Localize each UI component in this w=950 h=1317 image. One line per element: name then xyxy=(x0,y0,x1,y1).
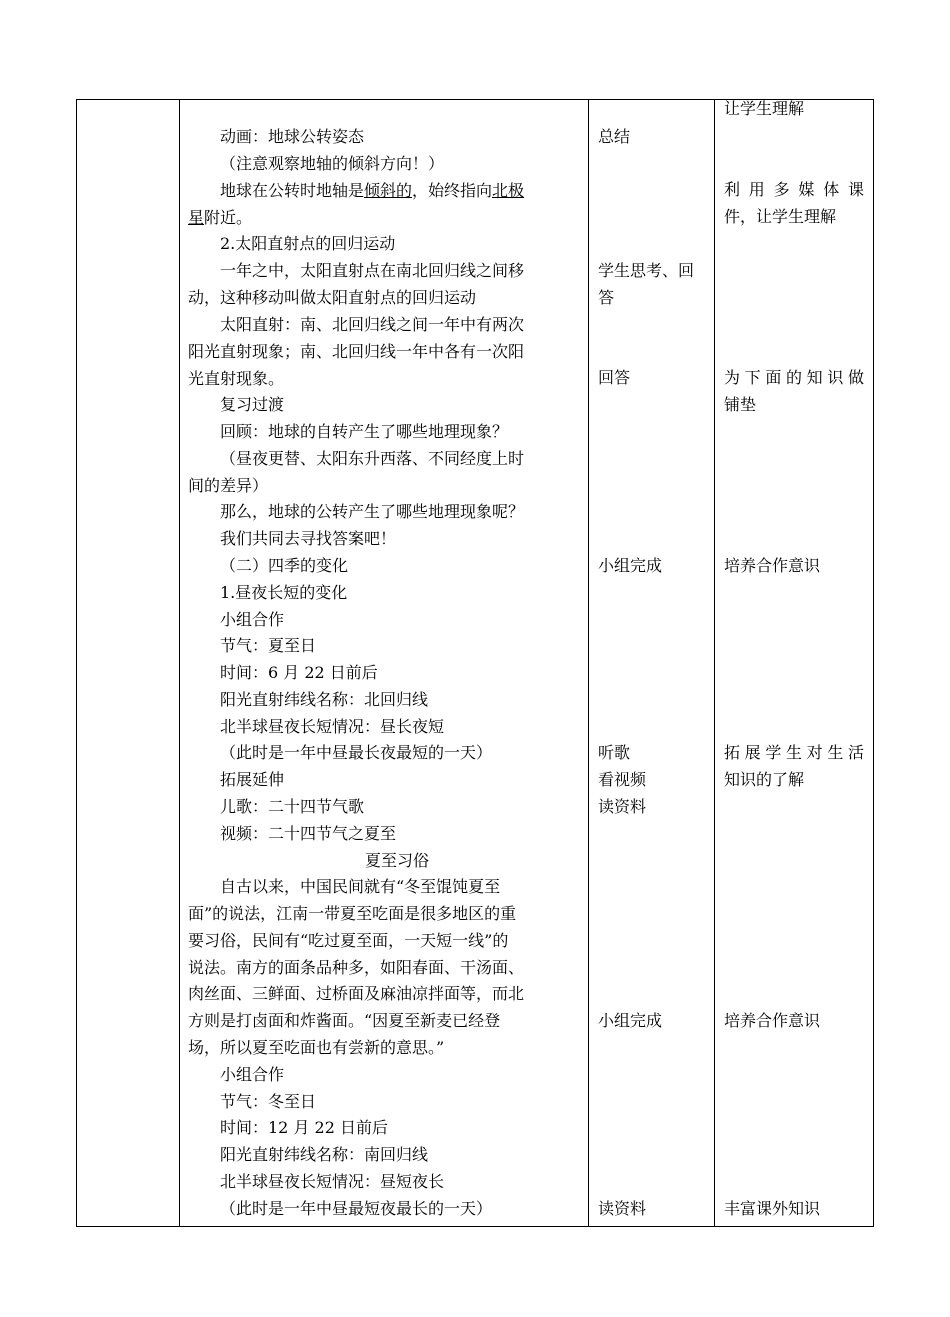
content-line: 面”的说法，江南一带夏至吃面是很多地区的重 xyxy=(188,904,517,923)
section-heading: 夏至习俗 xyxy=(365,851,430,870)
column-divider-3 xyxy=(714,100,715,1226)
content-line: 北半球昼夜长短情况：昼长夜短 xyxy=(220,717,445,736)
content-line: 我们共同去寻找答案吧！ xyxy=(220,529,397,548)
content-line: 动画：地球公转姿态 xyxy=(220,127,365,146)
content-line: 节气：冬至日 xyxy=(220,1092,317,1111)
content-line: （注意观察地轴的倾斜方向！） xyxy=(220,154,445,173)
content-line: 光直射现象。 xyxy=(188,369,285,388)
content-line: 小组合作 xyxy=(220,1065,285,1084)
content-line: 自古以来，中国民间就有“冬至馄饨夏至 xyxy=(220,877,501,896)
content-text: 附近。 xyxy=(204,208,253,227)
activity-line: 学生思考、回 xyxy=(598,261,695,280)
content-line: 阳光直射现象；南、北回归线一年中各有一次阳 xyxy=(188,342,525,361)
content-line: 间的差异） xyxy=(188,476,269,495)
content-line: 2.太阳直射点的回归运动 xyxy=(220,234,396,253)
content-line: （此时是一年中昼最长夜最短的一天） xyxy=(220,743,493,762)
content-line: （此时是一年中昼最短夜最长的一天） xyxy=(220,1199,493,1218)
intent-line: 培养合作意识 xyxy=(724,1011,821,1030)
content-line: 动，这种移动叫做太阳直射点的回归运动 xyxy=(188,288,477,307)
intent-line: 利用多媒体课 xyxy=(724,180,864,199)
activity-line: 读资料 xyxy=(598,797,647,816)
activity-line: 答 xyxy=(598,288,615,307)
intent-line: 培养合作意识 xyxy=(724,556,821,575)
content-text: ，始终指向 xyxy=(412,181,493,200)
intent-line: 拓展学生对生活 xyxy=(724,743,864,762)
content-line: （二）四季的变化 xyxy=(220,556,349,575)
content-line: 回顾：地球的自转产生了哪些地理现象？ xyxy=(220,422,509,441)
underlined-term: 倾斜的 xyxy=(364,181,413,200)
activity-line: 听歌 xyxy=(598,743,631,762)
content-line: 阳光直射纬线名称：南回归线 xyxy=(220,1145,429,1164)
content-line: 拓展延伸 xyxy=(220,770,285,789)
underlined-term: 星 xyxy=(188,208,205,227)
content-line: 太阳直射：南、北回归线之间一年中有两次 xyxy=(220,315,525,334)
content-line: 时间：12 月 22 日前后 xyxy=(220,1118,388,1137)
content-line: （昼夜更替、太阳东升西落、不同经度上时 xyxy=(220,449,525,468)
activity-line: 小组完成 xyxy=(598,1011,663,1030)
activity-line: 总结 xyxy=(598,127,631,146)
activity-line: 看视频 xyxy=(598,770,647,789)
intent-line: 件，让学生理解 xyxy=(724,207,837,226)
underlined-term: 北极 xyxy=(492,181,525,200)
content-line xyxy=(220,181,524,201)
content-line: 北半球昼夜长短情况：昼短夜长 xyxy=(220,1172,445,1191)
content-line: 阳光直射纬线名称：北回归线 xyxy=(220,690,429,709)
content-line: 肉丝面、三鲜面、过桥面及麻油凉拌面等，而北 xyxy=(188,984,525,1003)
content-line: 视频：二十四节气之夏至 xyxy=(220,824,397,843)
intent-line: 为下面的知识做 xyxy=(724,368,864,387)
intent-line: 让学生理解 xyxy=(724,99,805,118)
intent-line: 丰富课外知识 xyxy=(724,1199,821,1218)
content-line: 场，所以夏至吃面也有尝新的意思。” xyxy=(188,1038,445,1057)
content-line: 节气：夏至日 xyxy=(220,636,317,655)
column-divider-1 xyxy=(179,100,180,1226)
content-line: 一年之中，太阳直射点在南北回归线之间移 xyxy=(220,261,525,280)
content-line: 时间：6 月 22 日前后 xyxy=(220,663,378,682)
intent-line: 知识的了解 xyxy=(724,770,805,789)
column-divider-2 xyxy=(588,100,589,1226)
content-line: 小组合作 xyxy=(220,610,285,629)
content-line: 1.昼夜长短的变化 xyxy=(220,583,348,602)
content-text: 地球在公转时地轴是 xyxy=(220,181,365,200)
content-line: 儿歌：二十四节气歌 xyxy=(220,797,365,816)
intent-line: 铺垫 xyxy=(724,395,757,414)
activity-line: 小组完成 xyxy=(598,556,663,575)
activity-line: 回答 xyxy=(598,368,631,387)
activity-line: 读资料 xyxy=(598,1199,647,1218)
content-line: 复习过渡 xyxy=(220,395,285,414)
content-line: 要习俗，民间有“吃过夏至面，一天短一线”的 xyxy=(188,931,509,950)
content-line: 说法。南方的面条品种多，如阳春面、干汤面、 xyxy=(188,958,525,977)
content-line: 方则是打卤面和炸酱面。“因夏至新麦已经登 xyxy=(188,1011,501,1030)
content-line xyxy=(188,208,252,228)
content-line: 那么，地球的公转产生了哪些地理现象呢？ xyxy=(220,502,525,521)
